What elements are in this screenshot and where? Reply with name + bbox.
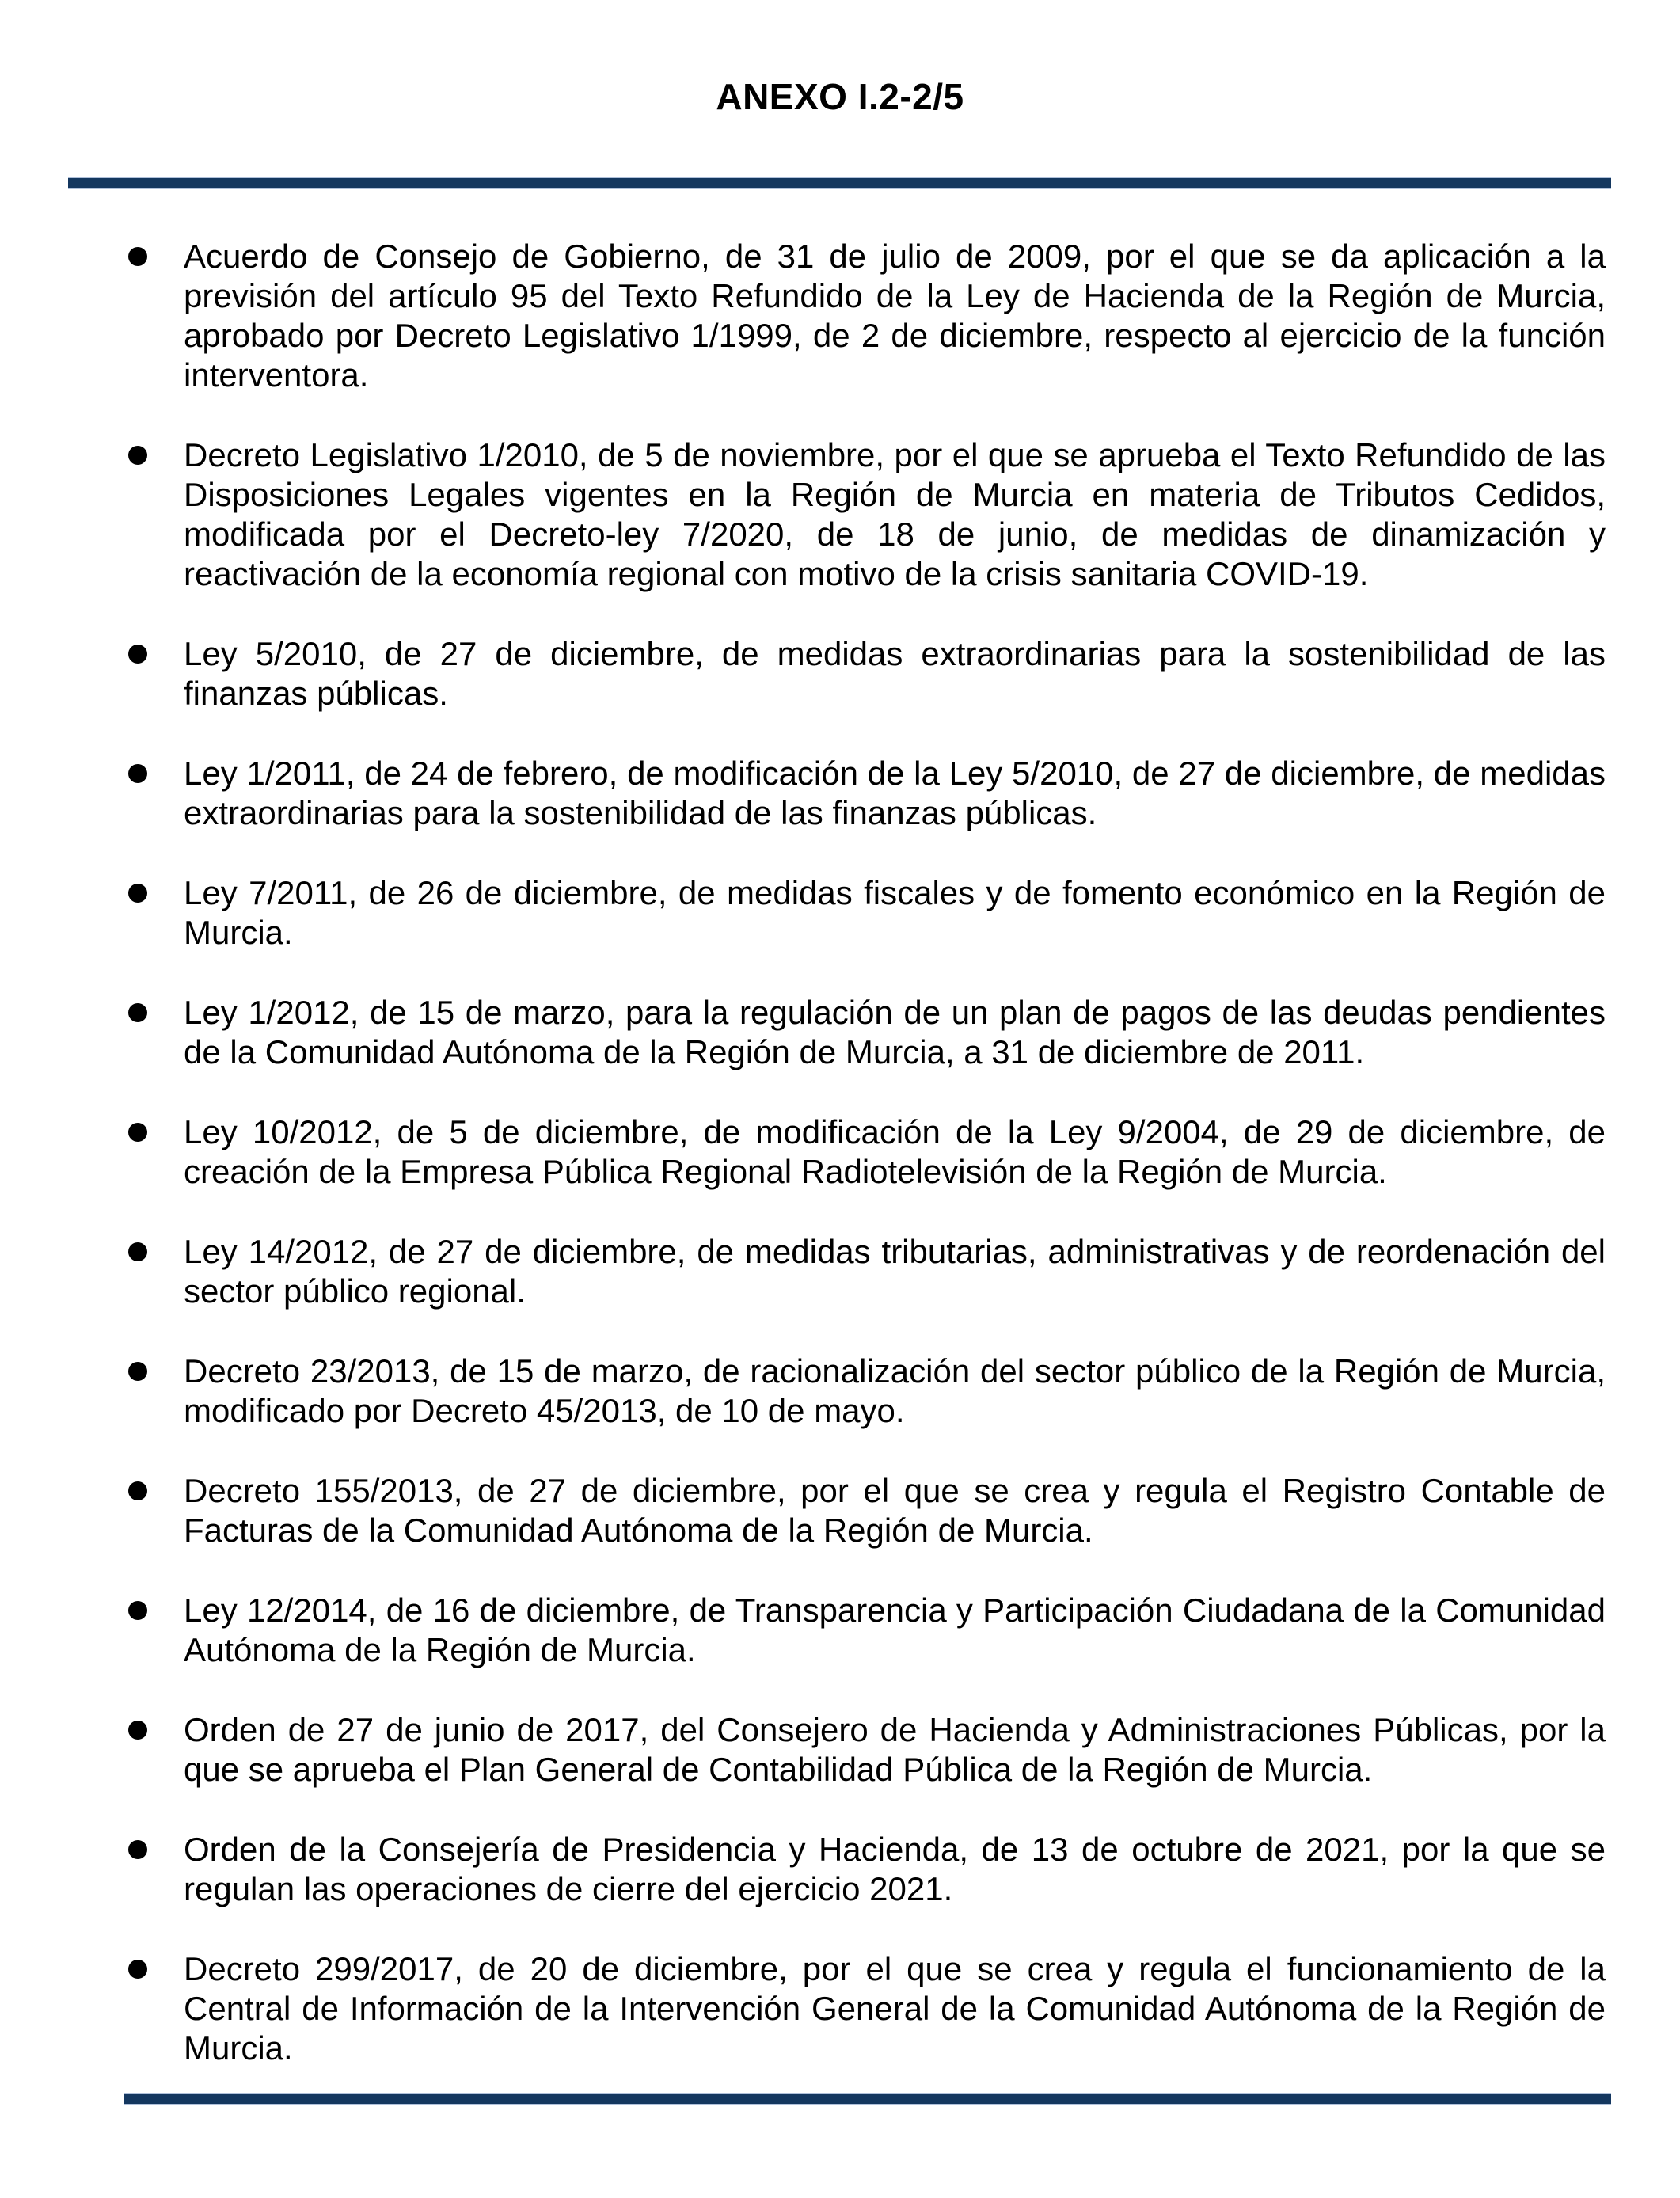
- list-item: [68, 1352, 1612, 1431]
- list-item-text: Ley 14/2012, de 27 de diciembre, de medidas tributarias, administrativas y de reordenación del sector público regional.: [184, 1233, 1606, 1310]
- list-item-text: Ley 1/2011, de 24 de febrero, de modificación de la Ley 5/2010, de 27 de diciembre, de medidas extraordinarias para la sostenibilidad de las finanzas públicas.: [184, 755, 1606, 831]
- top-rule: [68, 177, 1611, 189]
- list-item-text: Ley 12/2014, de 16 de diciembre, de Transparencia y Participación Ciudadana de la Comunidad Autónoma de la Región de Murcia.: [184, 1591, 1606, 1668]
- list-item: [68, 993, 1612, 1072]
- bullet-icon: [128, 645, 147, 664]
- list-item: [68, 634, 1612, 713]
- bullet-icon: [128, 446, 147, 465]
- list-item-text: Decreto Legislativo 1/2010, de 5 de noviembre, por el que se aprueba el Texto Refundido de las Disposiciones Legales vigentes en la Región de Murcia en materia de Tributos Cedidos, modificada por el Decreto-ley 7/2020, de 18 de junio, de medidas de dinamización y reactivación de la economía regional con motivo de la crisis sanitaria COVID-19.: [184, 436, 1606, 592]
- list-item: [68, 1112, 1612, 1192]
- list-item-text: Ley 5/2010, de 27 de diciembre, de medidas extraordinarias para la sostenibilidad de las finanzas públicas.: [184, 635, 1606, 712]
- list-item: [68, 1232, 1612, 1311]
- bullet-icon: [128, 1362, 147, 1381]
- list-item: [68, 1591, 1612, 1670]
- list-item-text: Orden de 27 de junio de 2017, del Consejero de Hacienda y Administraciones Públicas, por la que se aprueba el Plan General de Contabilidad Pública de la Región de Murcia.: [184, 1711, 1606, 1788]
- page-title: ANEXO I.2-2/5: [716, 76, 964, 117]
- list-item-text: Ley 10/2012, de 5 de diciembre, de modificación de la Ley 9/2004, de 29 de diciembre, de creación de la Empresa Pública Regional Radiotelevisión de la Región de Murcia.: [184, 1113, 1606, 1190]
- list-item-text: Ley 7/2011, de 26 de diciembre, de medidas fiscales y de fomento económico en la Región de Murcia.: [184, 874, 1606, 951]
- bullet-icon: [128, 1960, 147, 1979]
- list-item: [68, 435, 1612, 594]
- list-item-text: Decreto 299/2017, de 20 de diciembre, por el que se crea y regula el funcionamiento de la Central de Información de la Intervención General de la Comunidad Autónoma de la Región de Murcia.: [184, 1950, 1606, 2067]
- bullet-icon: [128, 1242, 147, 1261]
- list-item: [68, 754, 1612, 833]
- bullet-icon: [128, 1123, 147, 1142]
- bullet-icon: [128, 1840, 147, 1859]
- list-item-text: Decreto 23/2013, de 15 de marzo, de racionalización del sector público de la Región de Murcia, modificado por Decreto 45/2013, de 10 de mayo.: [184, 1352, 1606, 1429]
- list-item: [68, 1949, 1612, 2068]
- legal-references-list: [68, 237, 1612, 2068]
- bullet-icon: [128, 884, 147, 903]
- list-item-text: Decreto 155/2013, de 27 de diciembre, por el que se crea y regula el Registro Contable de Facturas de la Comunidad Autónoma de la Región de Murcia.: [184, 1472, 1606, 1549]
- list-item: [68, 237, 1612, 395]
- bullet-icon: [128, 1003, 147, 1022]
- list-item-text: Orden de la Consejería de Presidencia y Hacienda, de 13 de octubre de 2021, por la que se regulan las operaciones de cierre del ejercicio 2021.: [184, 1831, 1606, 1907]
- list-item-text: Acuerdo de Consejo de Gobierno, de 31 de julio de 2009, por el que se da aplicación a la previsión del artículo 95 del Texto Refundido de la Ley de Hacienda de la Región de Murcia, aprobado por Decreto Legislativo 1/1999, de 2 de diciembre, respecto al ejercicio de la función interventora.: [184, 238, 1606, 394]
- list-item: [68, 1710, 1612, 1789]
- bullet-icon: [128, 247, 147, 266]
- list-item: [68, 1830, 1612, 1909]
- bullet-icon: [128, 1721, 147, 1740]
- list-item-text: Ley 1/2012, de 15 de marzo, para la regulación de un plan de pagos de las deudas pendientes de la Comunidad Autónoma de la Región de Murcia, a 31 de diciembre de 2011.: [184, 994, 1606, 1070]
- list-item: [68, 873, 1612, 953]
- list-item: [68, 1471, 1612, 1550]
- bullet-icon: [128, 1601, 147, 1620]
- bullet-icon: [128, 1481, 147, 1500]
- bullet-icon: [128, 764, 147, 783]
- bottom-rule: [124, 2093, 1611, 2105]
